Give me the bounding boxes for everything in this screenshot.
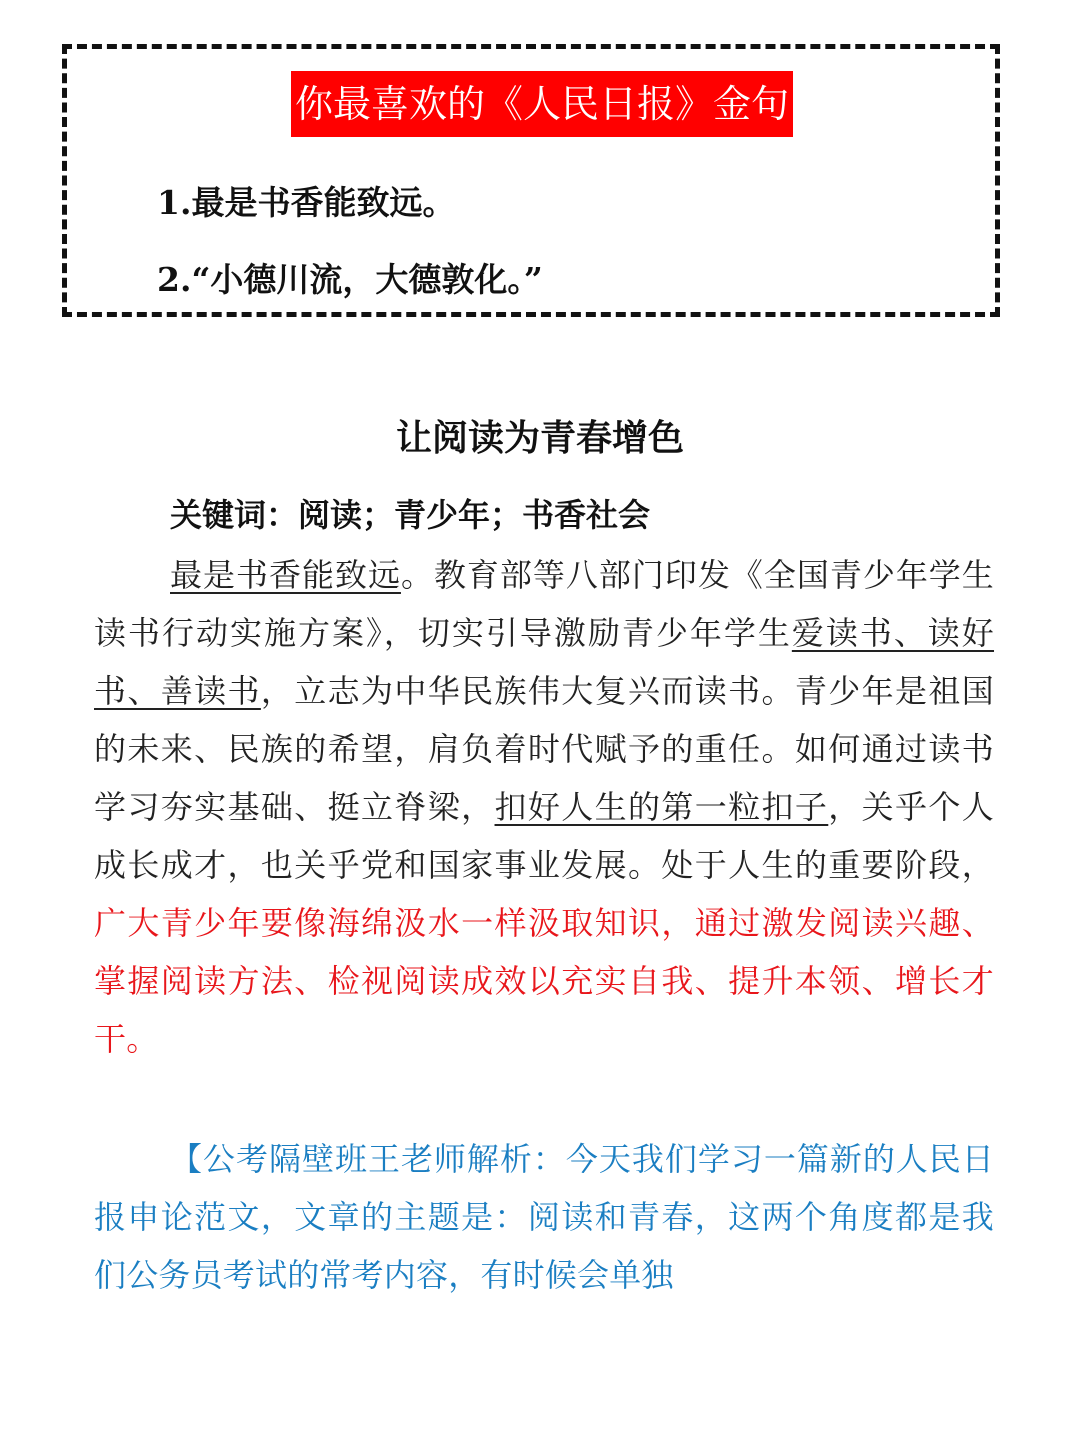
underlined-phrase: 最是书香能致远: [170, 556, 401, 594]
quote-item-1: 1.最是书香能致远。: [157, 183, 456, 222]
article-paragraph: [94, 546, 994, 1068]
underlined-phrase: 扣好人生的第一粒扣子: [494, 788, 829, 826]
body-text: ，立志为中华民族伟大复兴而读书。青少年是祖国的未来、民族的希望，肩负着时代赋予的重任。如何通过读书学习夯实基础、挺立脊梁，: [94, 672, 994, 826]
highlighted-red-text: 广大青少年要像海绵汲水一样汲取知识，通过激发阅读兴趣、掌握阅读方法、检视阅读成效以充实自我、提升本领、增长才干。: [94, 904, 994, 1058]
teacher-analysis-paragraph: 【公考隔壁班王老师解析：今天我们学习一篇新的人民日报申论范文，文章的主题是：阅读和青春，这两个角度都是我们公务员考试的常考内容，有时候会单独: [94, 1140, 994, 1294]
article-title: 让阅读为青春增色: [395, 418, 684, 459]
golden-quote-box: [62, 44, 1000, 317]
underlined-phrase: 爱读书、读好书、善读书: [94, 614, 995, 710]
body-text: ，关乎个人成长成才，也关乎党和国家事业发展。处于人生的重要阶段，: [94, 788, 994, 884]
quote-box-title: 你最喜欢的《人民日报》金句: [291, 71, 793, 137]
quote-item-2: 2.“小德川流，大德敦化。”: [157, 260, 543, 299]
keywords-line: 关键词：阅读；青少年；书香社会: [170, 496, 651, 534]
body-text: 。教育部等八部门印发《全国青少年学生读书行动实施方案》，切实引导激励青少年学生: [94, 556, 995, 652]
